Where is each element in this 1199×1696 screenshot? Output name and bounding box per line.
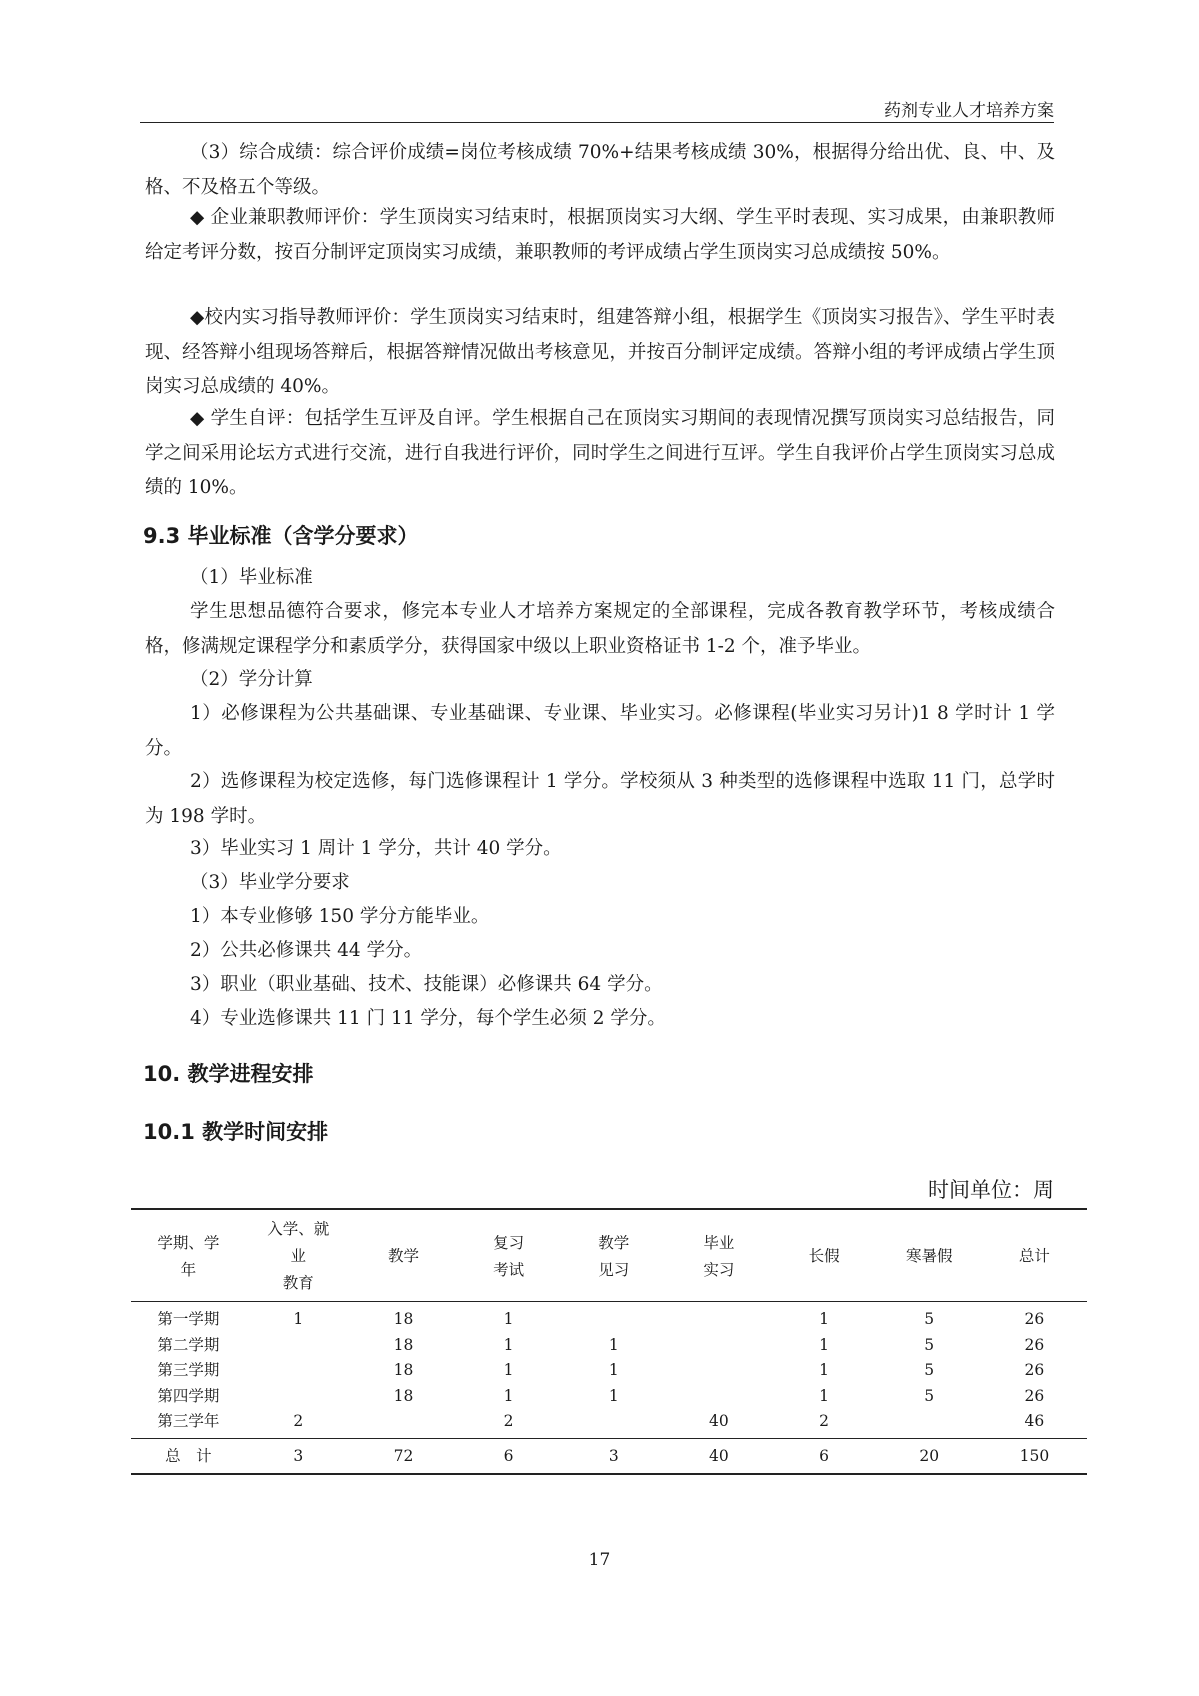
cell: 46 (1024, 1412, 1045, 1430)
cell: 1 (503, 1386, 514, 1405)
cell: 40 (666, 1438, 771, 1474)
col-header-teaching-practice: 教学 见习 (561, 1209, 666, 1302)
col-header-total: 总计 (982, 1209, 1087, 1302)
paragraph-comprehensive-score: （3）综合成绩：综合评价成绩=岗位考核成绩 70%+结果考核成绩 30%，根据得分给出优、良、中、及格、不及格五个等级。 (145, 142, 1055, 198)
row-term-label: 第三学期 (157, 1361, 220, 1379)
table-row (131, 1333, 1087, 1359)
paragraph-self-evaluation: ◆ 学生自评：包括学生互评及自评。学生根据自己在顶岗实习期间的表现情况撰写顶岗实习总结报告，同学之间采用论坛方式进行交流，进行自我进行评价，同时学生之间进行互评。学生自我评价占学生顶岗实习总成绩的 10%。 (145, 408, 1055, 498)
row-term-label: 第三学年 (157, 1412, 220, 1430)
cell: 2 (503, 1412, 514, 1430)
header-title: 药剂专业人才培养方案 (884, 101, 1054, 121)
cell: 1 (819, 1310, 830, 1328)
cell: 26 (1024, 1335, 1045, 1354)
col-header-long-holiday: 长假 (772, 1209, 877, 1302)
cell (351, 1409, 456, 1438)
cell: 1 (819, 1335, 830, 1354)
cell (666, 1358, 771, 1384)
paragraph-enterprise-teacher-evaluation: ◆ 企业兼职教师评价：学生顶岗实习结束时，根据顶岗实习大纲、学生平时表现、实习成果，由兼职教师给定考评分数，按百分制评定顶岗实习成绩，兼职教师的考评成绩占学生顶岗实习总成绩按 50%。 (145, 207, 1055, 263)
cell: 1 (608, 1361, 619, 1379)
row-term-label: 第二学期 (157, 1335, 220, 1354)
cell: 1 (608, 1335, 619, 1354)
cell: 2 (819, 1412, 830, 1430)
cell: 26 (1024, 1386, 1045, 1405)
subheading-credit-calculation: （2）学分计算 (190, 669, 313, 690)
heading-10: 10. 教学进程安排 (143, 1062, 314, 1086)
table-row (131, 1409, 1087, 1438)
cell (561, 1409, 666, 1438)
cell: 5 (924, 1335, 935, 1354)
cell: 6 (772, 1438, 877, 1474)
col-header-graduation-internship: 毕业 实习 (666, 1209, 771, 1302)
cell: 2 (293, 1412, 304, 1430)
paragraph-credit-req-2: 2）公共必修课共 44 学分。 (190, 940, 423, 961)
paragraph-credit-calc-2: 2）选修课程为校定选修，每门选修课程计 1 学分。学校须从 3 种类型的选修课程中选取 11 门，总学时为 198 学时。 (145, 771, 1055, 827)
cell (666, 1302, 771, 1333)
col-header-winter-summer-vacation: 寒暑假 (877, 1209, 982, 1302)
cell: 5 (924, 1310, 935, 1328)
cell: 18 (393, 1335, 414, 1354)
paragraph-graduation-standard: 学生思想品德符合要求，修完本专业人才培养方案规定的全部课程，完成各教育教学环节，考核成绩合格，修满规定课程学分和素质学分，获得国家中级以上职业资格证书 1-2 个，准予毕业。 (145, 601, 1055, 657)
cell: 5 (924, 1386, 935, 1405)
cell: 1 (608, 1386, 619, 1405)
col-header-review-exam: 复习 考试 (456, 1209, 561, 1302)
col-header-entry-career-education: 入学、就 业 教育 (246, 1209, 351, 1302)
cell: 20 (877, 1438, 982, 1474)
cell (246, 1358, 351, 1384)
cell: 1 (819, 1361, 830, 1379)
cell (877, 1409, 982, 1438)
time-unit-label: 时间单位：周 (928, 1178, 1054, 1202)
cell: 3 (561, 1438, 666, 1474)
cell: 150 (982, 1438, 1087, 1474)
paragraph-school-teacher-evaluation: ◆校内实习指导教师评价：学生顶岗实习结束时，组建答辩小组，根据学生《顶岗实习报告》、学生平时表现、经答辩小组现场答辩后，根据答辩情况做出考核意见，并按百分制评定成绩。答辩小组的考评成绩占学生顶岗实习总成绩的 40%。 (145, 307, 1055, 397)
heading-9-3: 9.3 毕业标准（含学分要求） (143, 524, 419, 548)
cell: 1 (293, 1310, 304, 1328)
paragraph-credit-calc-3: 3）毕业实习 1 周计 1 学分，共计 40 学分。 (190, 838, 562, 859)
cell: 3 (246, 1438, 351, 1474)
cell: 40 (709, 1412, 729, 1430)
cell: 5 (924, 1361, 935, 1379)
heading-10-1: 10.1 教学时间安排 (143, 1120, 329, 1144)
row-term-label: 第一学期 (157, 1310, 220, 1328)
cell: 72 (351, 1438, 456, 1474)
cell: 1 (503, 1310, 514, 1328)
cell (246, 1384, 351, 1410)
table-header-row (131, 1209, 1087, 1302)
paragraph-credit-req-4: 4）专业选修课共 11 门 11 学分，每个学生必须 2 学分。 (190, 1008, 666, 1029)
cell (246, 1333, 351, 1359)
cell (561, 1302, 666, 1333)
cell (666, 1384, 771, 1410)
subheading-credit-requirements: （3）毕业学分要求 (190, 872, 350, 893)
subheading-graduation-standard: （1）毕业标准 (190, 567, 313, 588)
table-row (131, 1384, 1087, 1410)
cell: 18 (393, 1310, 414, 1328)
cell: 1 (503, 1335, 514, 1354)
page-header (140, 96, 1054, 123)
table-row (131, 1302, 1087, 1333)
cell (666, 1333, 771, 1359)
cell: 18 (393, 1361, 414, 1379)
row-term-label: 第四学期 (157, 1386, 220, 1405)
cell: 6 (456, 1438, 561, 1474)
paragraph-credit-req-3: 3）职业（职业基础、技术、技能课）必修课共 64 学分。 (190, 974, 663, 995)
table-total-row (131, 1438, 1087, 1474)
cell: 26 (1024, 1361, 1045, 1379)
paragraph-credit-req-1: 1）本专业修够 150 学分方能毕业。 (190, 906, 490, 927)
cell: 26 (1024, 1310, 1045, 1328)
teaching-schedule-table (131, 1208, 1087, 1475)
paragraph-credit-calc-1: 1）必修课程为公共基础课、专业基础课、专业课、毕业实习。必修课程(毕业实习另计)1 8 学时计 1 学分。 (145, 703, 1055, 759)
cell: 18 (393, 1386, 414, 1405)
col-header-teaching: 教学 (351, 1209, 456, 1302)
page-number: 17 (588, 1550, 611, 1570)
cell: 1 (503, 1361, 514, 1379)
total-label: 总 计 (131, 1438, 246, 1474)
table-row (131, 1358, 1087, 1384)
cell: 1 (819, 1386, 830, 1405)
col-header-term: 学期、学 年 (131, 1209, 246, 1302)
